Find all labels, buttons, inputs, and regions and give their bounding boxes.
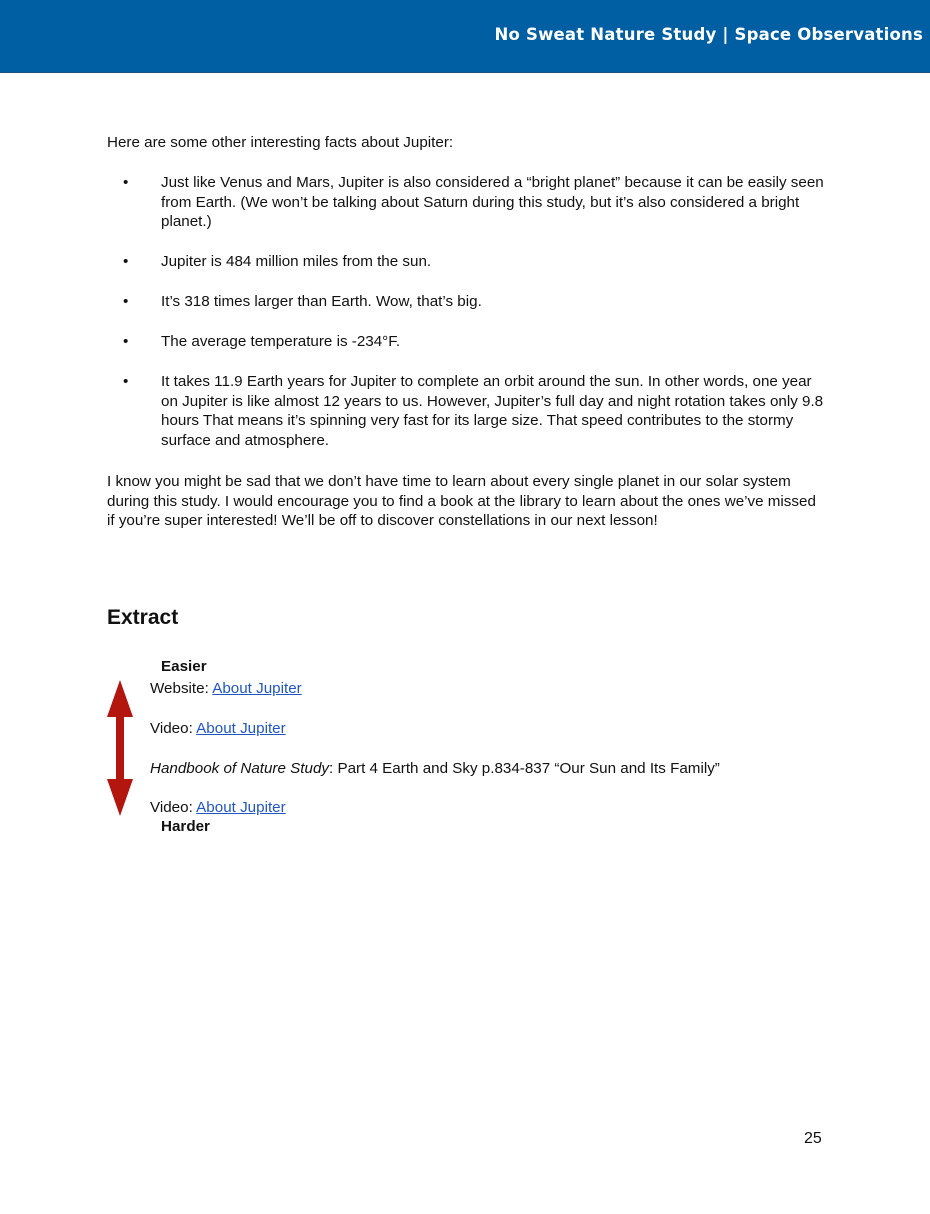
list-item — [107, 372, 827, 450]
bullet-dot: • — [123, 174, 129, 191]
extract-heading: Extract — [107, 606, 179, 629]
easier-label: Easier — [161, 658, 207, 675]
list-item-text: The average temperature is -234°F. — [161, 333, 401, 350]
resource-handbook — [150, 759, 720, 779]
intro-text: Here are some other interesting facts about Jupiter: — [107, 134, 454, 151]
list-item — [107, 332, 827, 352]
page-number: 25 — [804, 1130, 822, 1147]
about-jupiter-video-link-1[interactable]: About Jupiter — [196, 720, 286, 737]
handbook-title: Handbook of Nature Study — [150, 760, 329, 777]
resource-website — [150, 679, 302, 699]
list-item — [107, 292, 827, 312]
arrow-shaft — [116, 714, 124, 782]
header-title: No Sweat Nature Study | Space Observations — [494, 25, 923, 44]
resource-prefix: Video: — [150, 799, 197, 816]
resource-prefix: Website: — [150, 680, 213, 697]
harder-label: Harder — [161, 818, 210, 835]
arrow-down-head — [107, 779, 133, 816]
bullet-dot: • — [123, 373, 129, 390]
page-header-banner — [0, 0, 930, 73]
list-item-text: It’s 318 times larger than Earth. Wow, that’s big. — [161, 293, 482, 310]
resource-video-1 — [150, 719, 286, 739]
about-jupiter-video-link-2[interactable]: About Jupiter — [196, 799, 286, 816]
resource-prefix: Video: — [150, 720, 197, 737]
bullet-dot: • — [123, 293, 129, 310]
list-item-text: Jupiter is 484 million miles from the sun. — [161, 253, 432, 270]
difficulty-arrow-icon — [105, 680, 135, 816]
arrow-up-head — [107, 680, 133, 717]
bullet-dot: • — [123, 333, 129, 350]
handbook-details: : Part 4 Earth and Sky p.834-837 “Our Sun and Its Family” — [329, 760, 720, 777]
resource-video-2 — [150, 798, 286, 818]
facts-list — [107, 173, 827, 471]
about-jupiter-website-link[interactable]: About Jupiter — [212, 680, 302, 697]
list-item — [107, 173, 827, 232]
list-item-text: Just like Venus and Mars, Jupiter is also considered a “bright planet” because it can be easily seen from Earth. (We won’t be talking about Saturn during this study, but it’s also considered a bright planet.) — [161, 174, 824, 230]
list-item-text: It takes 11.9 Earth years for Jupiter to complete an orbit around the sun. In other words, one year on Jupiter is like almost 12 years to us. However, Jupiter’s full day and night rotation takes only 9.8 hours That means it’s spinning very fast for its large size. That speed contributes to the stormy surface and atmosphere. — [161, 373, 824, 449]
closing-paragraph: I know you might be sad that we don’t have time to learn about every single planet in our solar system during this study. I would encourage you to find a book at the library to learn about the ones we’ve missed if you’re super interested! We’ll be off to discover constellations in our next lesson! — [107, 473, 816, 529]
bullet-dot: • — [123, 253, 129, 270]
list-item — [107, 252, 827, 272]
